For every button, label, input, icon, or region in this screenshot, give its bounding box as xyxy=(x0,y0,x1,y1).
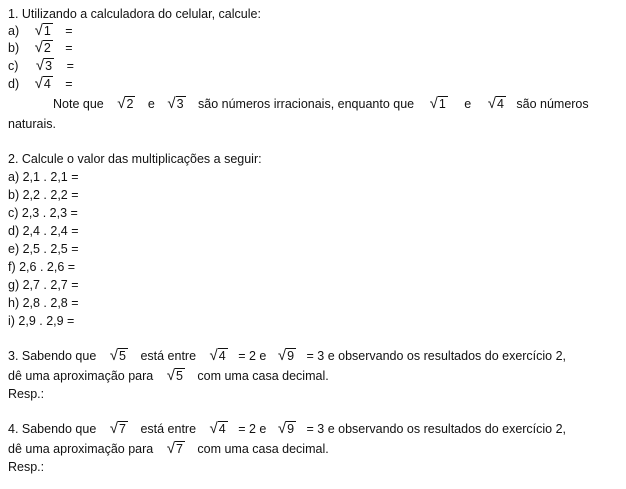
sqrt-4: √4 xyxy=(209,420,226,437)
ex2-item: e) 2,5 . 2,5 = xyxy=(8,242,79,256)
sqrt-4: √4 xyxy=(209,347,226,364)
ex2-title: 2. Calcule o valor das multiplicações a seguir: xyxy=(8,152,262,166)
note-suffix: são números xyxy=(516,97,589,111)
ex4-line2 xyxy=(8,441,329,457)
ex1-item-d xyxy=(8,76,73,92)
ex4-text: = 3 e observando os resultados do exercício 2, xyxy=(306,422,567,436)
sqrt-9: √9 xyxy=(277,420,295,437)
sqrt-4: √4 xyxy=(487,95,504,112)
note-and: e xyxy=(464,97,472,111)
ex4-line1 xyxy=(8,421,566,437)
ex3-line2 xyxy=(8,368,329,384)
sqrt-5: √5 xyxy=(166,367,183,384)
item-label: a) xyxy=(8,24,20,38)
sqrt-3: √3 xyxy=(167,95,184,112)
ex2-item: a) 2,1 . 2,1 = xyxy=(8,170,79,184)
sqrt-expression: √3 xyxy=(35,57,53,74)
note-and: e xyxy=(147,97,155,111)
equals-sign: = xyxy=(65,24,73,38)
ex4-text: com uma casa decimal. xyxy=(197,442,329,456)
equals-sign: = xyxy=(65,77,73,91)
sqrt-2: √2 xyxy=(117,95,134,112)
ex3-text: = 3 e observando os resultados do exercício 2, xyxy=(306,349,567,363)
sqrt-7: √7 xyxy=(166,440,183,457)
ex1-item-b xyxy=(8,40,73,56)
sqrt-7: √7 xyxy=(109,420,126,437)
ex4-text: está entre xyxy=(140,422,197,436)
ex2-item: h) 2,8 . 2,8 = xyxy=(8,296,79,310)
equals-sign: = xyxy=(65,41,73,55)
ex3-line1 xyxy=(8,348,566,364)
ex3-text: dê uma aproximação para xyxy=(8,369,154,383)
ex3-text: com uma casa decimal. xyxy=(197,369,329,383)
ex2-item: b) 2,2 . 2,2 = xyxy=(8,188,79,202)
sqrt-expression: √1 xyxy=(34,22,51,39)
ex2-item: d) 2,4 . 2,4 = xyxy=(8,224,79,238)
ex1-item-c xyxy=(8,58,74,74)
item-label: d) xyxy=(8,77,20,91)
item-label: c) xyxy=(8,59,19,73)
ex4-text: 4. Sabendo que xyxy=(8,422,97,436)
ex4-text: dê uma aproximação para xyxy=(8,442,154,456)
ex3-resp: Resp.: xyxy=(8,387,45,401)
equals-sign: = xyxy=(66,59,74,73)
sqrt-9: √9 xyxy=(277,347,295,364)
ex1-title: 1. Utilizando a calculadora do celular, calcule: xyxy=(8,7,261,21)
note-middle: são números irracionais, enquanto que xyxy=(198,97,415,111)
ex1-note xyxy=(53,96,589,112)
ex4-text: = 2 e xyxy=(238,422,267,436)
ex4-resp: Resp.: xyxy=(8,460,45,474)
sqrt-expression: √2 xyxy=(34,39,51,56)
item-label: b) xyxy=(8,41,20,55)
ex2-item: c) 2,3 . 2,3 = xyxy=(8,206,78,220)
ex1-item-a xyxy=(8,23,73,39)
ex3-text: = 2 e xyxy=(238,349,267,363)
sqrt-5: √5 xyxy=(109,347,126,364)
ex3-text: está entre xyxy=(140,349,197,363)
ex2-item: f) 2,6 . 2,6 = xyxy=(8,260,76,274)
ex2-item: g) 2,7 . 2,7 = xyxy=(8,278,79,292)
ex1-note-line2: naturais. xyxy=(8,117,56,131)
note-prefix: Note que xyxy=(53,97,104,111)
sqrt-expression: √4 xyxy=(34,75,51,92)
sqrt-1: √1 xyxy=(429,95,446,112)
ex2-item: i) 2,9 . 2,9 = xyxy=(8,314,75,328)
ex3-text: 3. Sabendo que xyxy=(8,349,97,363)
